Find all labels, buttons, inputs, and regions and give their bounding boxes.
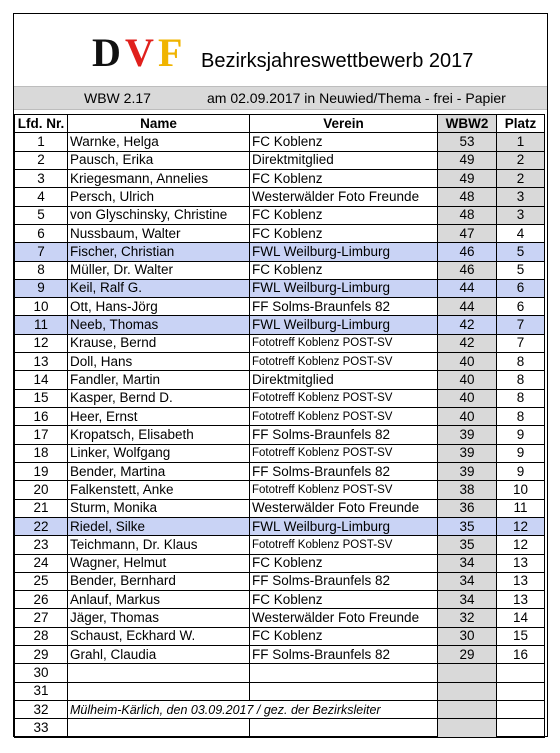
rank-platz: 15 [497,627,545,645]
rank-platz: 5 [497,243,545,261]
score-wbw2: 35 [438,536,497,554]
row-number: 32 [15,701,68,719]
club-name: FC Koblenz [250,224,438,242]
score-wbw2: 39 [438,444,497,462]
column-header-verein: Verein [250,115,438,133]
table-row [15,719,545,737]
score-wbw2 [438,701,497,719]
participant-name: Heer, Ernst [68,408,250,426]
club-name [250,664,438,682]
score-wbw2 [438,682,497,700]
club-name: Fototreff Koblenz POST-SV [250,481,438,499]
rank-platz: 2 [497,169,545,187]
club-name: FWL Weilburg-Limburg [250,279,438,297]
rank-platz: 10 [497,481,545,499]
club-name [250,682,438,700]
row-number: 30 [15,664,68,682]
rank-platz: 13 [497,554,545,572]
rank-platz: 6 [497,279,545,297]
rank-platz: 3 [497,188,545,206]
rank-platz: 12 [497,536,545,554]
footer-signature: Mülheim-Kärlich, den 03.09.2017 / gez. der Bezirksleiter [68,701,438,719]
row-number: 5 [15,206,68,224]
page-title: Bezirksjahreswettbewerb 2017 [201,50,474,72]
score-wbw2: 42 [438,316,497,334]
rank-platz: 3 [497,206,545,224]
club-name: FF Solms-Braunfels 82 [250,462,438,480]
participant-name: Pausch, Erika [68,151,250,169]
rank-platz [497,664,545,682]
score-wbw2 [438,664,497,682]
rank-platz: 13 [497,572,545,590]
column-header-platz: Platz [497,115,545,133]
row-number: 1 [15,133,68,151]
table-row [15,572,545,590]
rank-platz: 7 [497,316,545,334]
club-name: FC Koblenz [250,554,438,572]
row-number: 23 [15,536,68,554]
participant-name: Fischer, Christian [68,243,250,261]
rank-platz: 12 [497,517,545,535]
table-row [15,664,545,682]
score-wbw2: 46 [438,261,497,279]
club-name: FF Solms-Braunfels 82 [250,572,438,590]
table-row [15,426,545,444]
score-wbw2: 38 [438,481,497,499]
rank-platz: 6 [497,298,545,316]
club-name: FF Solms-Braunfels 82 [250,426,438,444]
participant-name: Riedel, Silke [68,517,250,535]
club-name: FC Koblenz [250,133,438,151]
score-wbw2: 42 [438,334,497,352]
participant-name: Falkenstett, Anke [68,481,250,499]
dvf-logo [92,30,188,76]
rank-platz: 8 [497,353,545,371]
table-row [15,316,545,334]
club-name: FWL Weilburg-Limburg [250,517,438,535]
club-name: Westerwälder Foto Freunde [250,499,438,517]
table-row [15,151,545,169]
participant-name: Sturm, Monika [68,499,250,517]
participant-name: Neeb, Thomas [68,316,250,334]
score-wbw2 [438,719,497,737]
table-row [15,627,545,645]
table-row [15,353,545,371]
score-wbw2: 49 [438,169,497,187]
row-number: 3 [15,169,68,187]
participant-name: Müller, Dr. Walter [68,261,250,279]
row-number: 25 [15,572,68,590]
score-wbw2: 48 [438,188,497,206]
row-number: 27 [15,609,68,627]
table-row [15,499,545,517]
table-row [15,462,545,480]
row-number: 17 [15,426,68,444]
rank-platz [497,682,545,700]
club-name: FC Koblenz [250,169,438,187]
club-name: Fototreff Koblenz POST-SV [250,536,438,554]
participant-name [68,664,250,682]
participant-name: Schaust, Eckhard W. [68,627,250,645]
table-row [15,701,545,719]
table-row [15,609,545,627]
rank-platz: 1 [497,133,545,151]
club-name: Direktmitglied [250,151,438,169]
logo-letter-v: V [125,30,154,75]
row-number: 16 [15,408,68,426]
row-number: 26 [15,591,68,609]
table-row [15,389,545,407]
score-wbw2: 34 [438,572,497,590]
table-row [15,682,545,700]
rank-platz: 11 [497,499,545,517]
competition-info-bar [14,86,547,110]
table-row [15,646,545,664]
participant-name: Keil, Ralf G. [68,279,250,297]
score-wbw2: 40 [438,408,497,426]
table-row [15,169,545,187]
table-row [15,133,545,151]
score-wbw2: 35 [438,517,497,535]
score-wbw2: 48 [438,206,497,224]
table-row [15,408,545,426]
table-row [15,261,545,279]
row-number: 15 [15,389,68,407]
row-number: 8 [15,261,68,279]
participant-name: Linker, Wolfgang [68,444,250,462]
score-wbw2: 39 [438,462,497,480]
club-name: Westerwälder Foto Freunde [250,609,438,627]
participant-name: Fandler, Martin [68,371,250,389]
row-number: 21 [15,499,68,517]
rank-platz: 4 [497,224,545,242]
club-name: Fototreff Koblenz POST-SV [250,334,438,352]
table-row [15,554,545,572]
score-wbw2: 40 [438,353,497,371]
rank-platz: 14 [497,609,545,627]
score-wbw2: 34 [438,554,497,572]
rank-platz: 2 [497,151,545,169]
table-body [15,133,545,737]
row-number: 14 [15,371,68,389]
club-name [250,719,438,737]
score-wbw2: 39 [438,426,497,444]
table-row [15,444,545,462]
table-row [15,334,545,352]
row-number: 4 [15,188,68,206]
table-row [15,224,545,242]
row-number: 11 [15,316,68,334]
table-row [15,371,545,389]
club-name: FWL Weilburg-Limburg [250,243,438,261]
row-number: 31 [15,682,68,700]
participant-name [68,719,250,737]
score-wbw2: 30 [438,627,497,645]
rank-platz: 5 [497,261,545,279]
score-wbw2: 46 [438,243,497,261]
rank-platz: 8 [497,371,545,389]
row-number: 13 [15,353,68,371]
participant-name: Bender, Martina [68,462,250,480]
logo-letter-d: D [92,30,121,75]
row-number: 19 [15,462,68,480]
score-wbw2: 44 [438,279,497,297]
participant-name: von Glyschinsky, Christine [68,206,250,224]
rank-platz: 13 [497,591,545,609]
participant-name: Persch, Ulrich [68,188,250,206]
row-number: 9 [15,279,68,297]
club-name: FF Solms-Braunfels 82 [250,298,438,316]
row-number: 18 [15,444,68,462]
club-name: FC Koblenz [250,206,438,224]
score-wbw2: 36 [438,499,497,517]
rank-platz: 8 [497,408,545,426]
club-name: FC Koblenz [250,627,438,645]
score-wbw2: 32 [438,609,497,627]
row-number: 7 [15,243,68,261]
club-name: Fototreff Koblenz POST-SV [250,389,438,407]
participant-name: Krause, Bernd [68,334,250,352]
participant-name: Nussbaum, Walter [68,224,250,242]
club-name: Westerwälder Foto Freunde [250,188,438,206]
column-header-wbw2: WBW2 [438,115,497,133]
competition-code: WBW 2.17 [84,90,151,106]
rank-platz [497,701,545,719]
participant-name [68,682,250,700]
club-name: FF Solms-Braunfels 82 [250,646,438,664]
row-number: 12 [15,334,68,352]
table-row [15,279,545,297]
row-number: 2 [15,151,68,169]
column-header-name: Name [68,115,250,133]
club-name: FC Koblenz [250,261,438,279]
participant-name: Teichmann, Dr. Klaus [68,536,250,554]
rank-platz: 9 [497,444,545,462]
score-wbw2: 49 [438,151,497,169]
table-row [15,243,545,261]
participant-name: Jäger, Thomas [68,609,250,627]
score-wbw2: 34 [438,591,497,609]
row-number: 24 [15,554,68,572]
participant-name: Kasper, Bernd D. [68,389,250,407]
rank-platz: 16 [497,646,545,664]
rank-platz: 9 [497,426,545,444]
row-number: 22 [15,517,68,535]
row-number: 10 [15,298,68,316]
row-number: 20 [15,481,68,499]
score-wbw2: 40 [438,389,497,407]
table-row [15,591,545,609]
participant-name: Kriegesmann, Annelies [68,169,250,187]
score-wbw2: 53 [438,133,497,151]
table-header-row [15,115,545,133]
club-name: Fototreff Koblenz POST-SV [250,444,438,462]
participant-name: Anlauf, Markus [68,591,250,609]
club-name: FC Koblenz [250,591,438,609]
rank-platz [497,719,545,737]
table-row [15,298,545,316]
score-wbw2: 47 [438,224,497,242]
club-name: Direktmitglied [250,371,438,389]
rank-platz: 9 [497,462,545,480]
table-row [15,206,545,224]
competition-details: am 02.09.2017 in Neuwied/Thema - frei - Papier [207,90,506,106]
club-name: FWL Weilburg-Limburg [250,316,438,334]
row-number: 28 [15,627,68,645]
row-number: 6 [15,224,68,242]
participant-name: Kropatsch, Elisabeth [68,426,250,444]
participant-name: Ott, Hans-Jörg [68,298,250,316]
participant-name: Warnke, Helga [68,133,250,151]
club-name: Fototreff Koblenz POST-SV [250,353,438,371]
table-row [15,517,545,535]
participant-name: Wagner, Helmut [68,554,250,572]
document-header [14,14,547,80]
table-row [15,536,545,554]
participant-name: Grahl, Claudia [68,646,250,664]
score-wbw2: 40 [438,371,497,389]
row-number: 33 [15,719,68,737]
club-name: Fototreff Koblenz POST-SV [250,408,438,426]
rank-platz: 8 [497,389,545,407]
participant-name: Doll, Hans [68,353,250,371]
logo-letter-f: F [158,30,183,75]
table-row [15,188,545,206]
score-wbw2: 29 [438,646,497,664]
participant-name: Bender, Bernhard [68,572,250,590]
column-header-nr: Lfd. Nr. [15,115,68,133]
row-number: 29 [15,646,68,664]
results-table [14,114,545,738]
rank-platz: 7 [497,334,545,352]
table-row [15,481,545,499]
score-wbw2: 44 [438,298,497,316]
